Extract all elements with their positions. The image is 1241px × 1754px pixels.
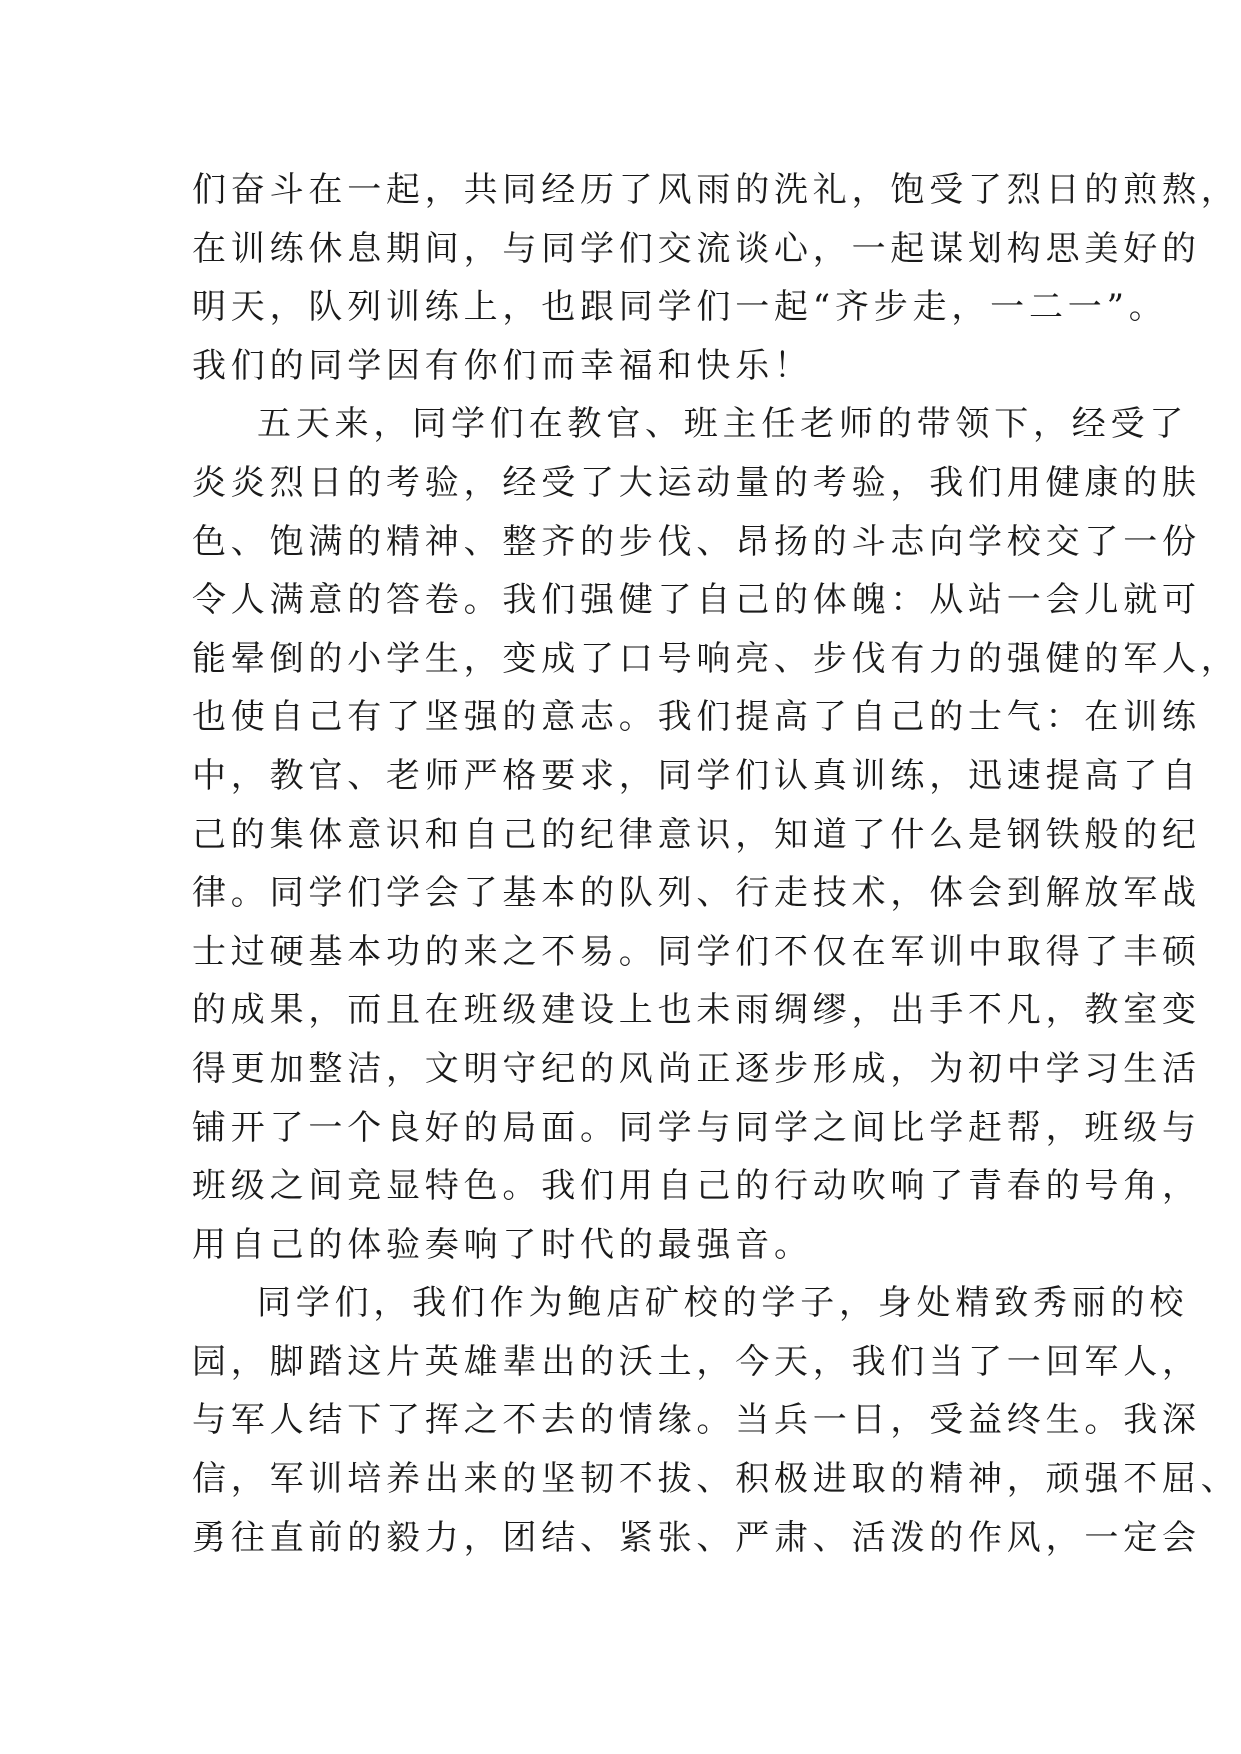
body-text xyxy=(192,161,1240,1567)
paragraph-start-line: 五天来，同学们在教官、班主任老师的带领下，经受了 xyxy=(257,404,1189,445)
text-line: 班级之间竞显特色。我们用自己的行动吹响了青春的号角， xyxy=(192,1166,1201,1207)
text-line: 的成果，而且在班级建设上也未雨绸缪，出手不凡，教室变 xyxy=(192,990,1201,1031)
text-line: 用自己的体验奏响了时代的最强音。 xyxy=(192,1224,813,1265)
text-line: 也使自己有了坚强的意志。我们提高了自己的士气：在训练 xyxy=(192,697,1201,738)
text-line: 色、饱满的精神、整齐的步伐、昂扬的斗志向学校交了一份 xyxy=(192,521,1201,562)
text-line: 中，教官、老师严格要求，同学们认真训练，迅速提高了自 xyxy=(192,755,1201,796)
text-line: 信，军训培养出来的坚韧不拔、积极进取的精神，顽强不屈、 xyxy=(192,1459,1240,1500)
text-line: 得更加整洁，文明守纪的风尚正逐步形成，为初中学习生活 xyxy=(192,1048,1201,1089)
text-line: 炎炎烈日的考验，经受了大运动量的考验，我们用健康的肤 xyxy=(192,462,1201,503)
text-line: 们奋斗在一起，共同经历了风雨的洗礼，饱受了烈日的煎熬， xyxy=(192,170,1240,210)
paragraph-start-line: 同学们，我们作为鲍店矿校的学子，身处精致秀丽的校 xyxy=(257,1283,1189,1324)
text-line: 士过硬基本功的来之不易。同学们不仅在军训中取得了丰硕 xyxy=(192,931,1201,972)
text-line: 我们的同学因有你们而幸福和快乐！ xyxy=(192,345,813,386)
text-line: 园，脚踏这片英雄辈出的沃土，今天，我们当了一回军人， xyxy=(192,1341,1201,1382)
text-line: 勇往直前的毅力，团结、紧张、严肃、活泼的作风，一定会 xyxy=(192,1517,1201,1558)
text-line: 铺开了一个良好的局面。同学与同学之间比学赶帮，班级与 xyxy=(192,1107,1201,1148)
text-line: 律。同学们学会了基本的队列、行走技术，体会到解放军战 xyxy=(192,873,1201,914)
text-line: 在训练休息期间，与同学们交流谈心，一起谋划构思美好的 xyxy=(192,228,1201,269)
text-line: 明天，队列训练上，也跟同学们一起“齐步走，一二一”。 xyxy=(192,287,1168,328)
text-line: 与军人结下了挥之不去的情缘。当兵一日，受益终生。我深 xyxy=(192,1400,1201,1441)
text-line: 能晕倒的小学生，变成了口号响亮、步伐有力的强健的军人， xyxy=(192,638,1240,679)
text-line: 己的集体意识和自己的纪律意识，知道了什么是钢铁般的纪 xyxy=(192,814,1201,855)
text-line: 令人满意的答卷。我们强健了自己的体魄：从站一会儿就可 xyxy=(192,580,1201,621)
